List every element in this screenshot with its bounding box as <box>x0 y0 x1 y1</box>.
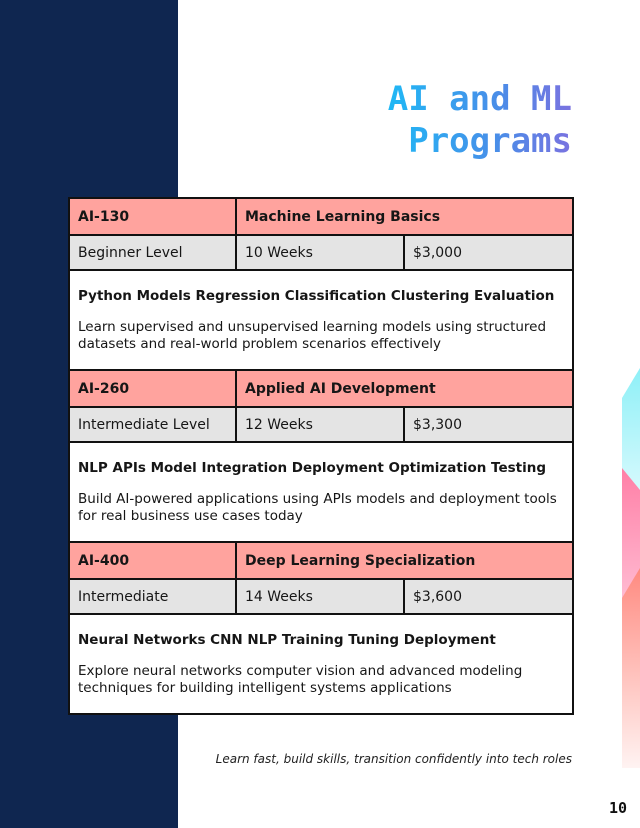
program-topics: Neural Networks CNN NLP Training Tuning Deployment <box>78 632 496 648</box>
program-meta-row <box>70 580 572 615</box>
program-duration: 10 Weeks <box>237 236 405 269</box>
program-level: Intermediate Level <box>70 408 237 441</box>
program-level: Beginner Level <box>70 236 237 269</box>
program-catalog-table <box>68 197 574 715</box>
page-number: 10 <box>608 799 627 817</box>
program-description: Build AI-powered applications using APIs models and deployment tools for real business use cases today <box>78 491 557 524</box>
program-header-row <box>70 543 572 580</box>
program-details <box>70 615 572 713</box>
program-header-row <box>70 199 572 236</box>
program-price: $3,000 <box>413 244 462 261</box>
program-topics: Python Models Regression Classification Clustering Evaluation <box>78 288 555 304</box>
program-description: Explore neural networks computer vision and advanced modeling techniques for building intelligent systems applications <box>78 663 523 696</box>
program-name: Machine Learning Basics <box>245 208 441 225</box>
program-price: $3,600 <box>413 588 462 605</box>
program-card <box>70 371 572 543</box>
program-name: Deep Learning Specialization <box>245 552 476 569</box>
program-code: AI-260 <box>70 371 237 406</box>
program-meta-row <box>70 408 572 443</box>
decorative-shape-icon <box>622 368 640 768</box>
program-code: AI-400 <box>70 543 237 578</box>
program-topics: NLP APIs Model Integration Deployment Optimization Testing <box>78 460 547 476</box>
program-card <box>70 199 572 371</box>
title-line-2: Programs <box>408 121 572 161</box>
program-meta-row <box>70 236 572 271</box>
page-title <box>388 78 572 162</box>
program-header-row <box>70 371 572 408</box>
program-duration: 14 Weeks <box>237 580 405 613</box>
program-level: Intermediate <box>70 580 237 613</box>
program-details <box>70 443 572 543</box>
program-description: Learn supervised and unsupervised learning models using structured datasets and real-world problem scenarios effectively <box>78 319 547 352</box>
tagline: Learn fast, build skills, transition confidently into tech roles <box>215 752 572 766</box>
program-name: Applied AI Development <box>245 380 436 397</box>
program-code: AI-130 <box>70 199 237 234</box>
program-price: $3,300 <box>413 416 462 433</box>
program-duration: 12 Weeks <box>237 408 405 441</box>
program-details <box>70 271 572 371</box>
program-card <box>70 543 572 713</box>
title-line-1: AI and ML <box>387 79 572 119</box>
